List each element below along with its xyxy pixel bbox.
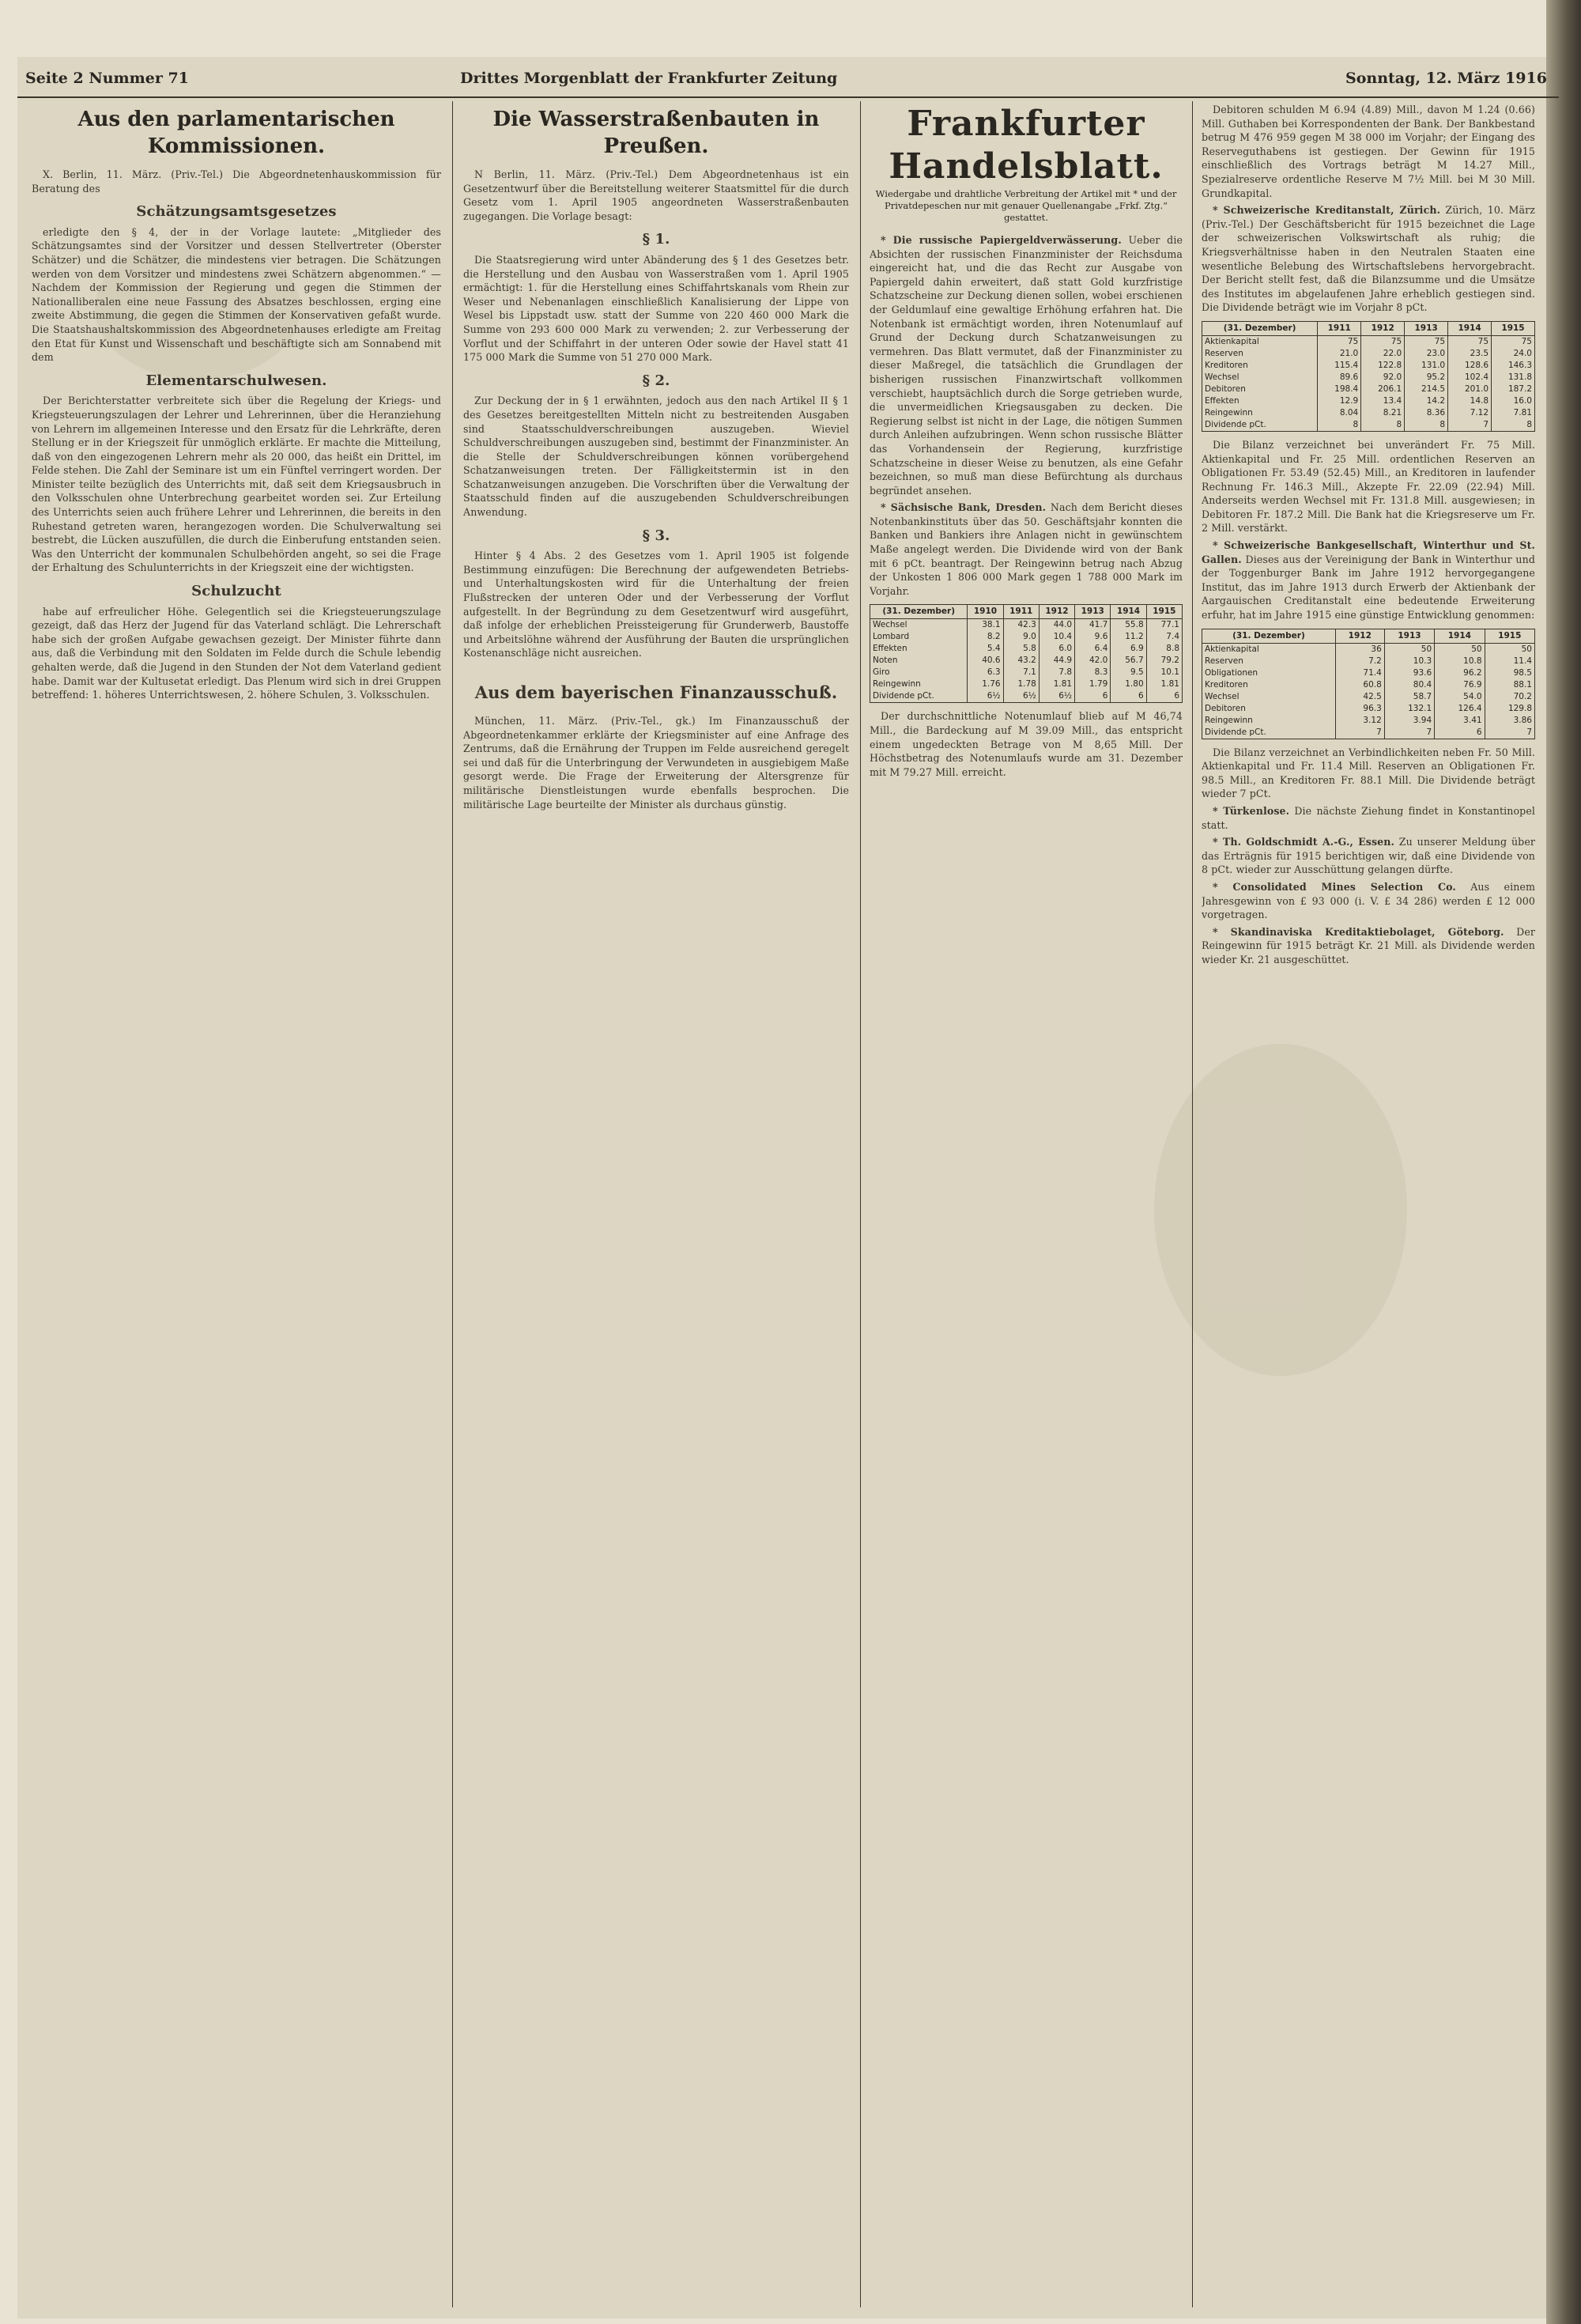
table-cell: Noten (870, 655, 968, 667)
item-title: * Skandinaviska Kreditaktiebolaget, Göteborg. (1213, 925, 1504, 938)
table-cell: 24.0 (1492, 348, 1535, 360)
table-cell: 6½ (1039, 690, 1074, 703)
table-cell: 70.2 (1485, 691, 1534, 703)
item-title: * Schweizerische Bankgesellschaft, Winterthur und St. Gallen. (1202, 539, 1535, 565)
table-cell: 89.6 (1318, 372, 1361, 384)
table-cell: 131.0 (1405, 360, 1448, 372)
table-cell: 43.2 (1003, 655, 1039, 667)
section-title: Frankfurter Handelsblatt. (889, 104, 1164, 187)
table-cell: 13.4 (1361, 395, 1405, 407)
article-body (1202, 103, 1535, 315)
table-cell: 206.1 (1361, 384, 1405, 395)
page-number: Seite 2 Nummer 71 (25, 70, 189, 87)
table-cell: 3.94 (1384, 715, 1434, 727)
table-header-row (1202, 629, 1535, 643)
table-cell: 6 (1435, 727, 1485, 739)
item-title: * Consolidated Mines Selection Co. (1213, 880, 1456, 893)
table-cell: 8.2 (968, 631, 1003, 643)
paragraph: erledigte den § 4, der in der Vorlage lautete: „Mitglieder des Schätzungsamtes sind der Vorsitzer und dessen Stellvertreter (Oberster Schätzer) und die Schätzer, die mindestens vier betragen. Die Schätzungen werden von dem Vorsitzer und mindestens zwei Schätzern abgenommen.“ — Nachdem der Kommission der Regierung und gegen die Stimmen der Nationalliberalen eine neue Fassung des Absatzes beschlossen, erging eine zweite Abstimmung, die gegen die Stimmen der Konservativen gefaßt wurde. Die Staatshaushaltskommission des Abgeordnetenhauses erledigte am Freitag den Etat für Kunst und Wissenschaft und beschäftigte sich am Sonnabend mit dem (32, 225, 441, 364)
table-cell: Reserven (1202, 348, 1318, 360)
table-row (870, 655, 1183, 667)
table-cell: Lombard (870, 631, 968, 643)
table-cell: 42.0 (1075, 655, 1111, 667)
table-cell: 10.3 (1384, 656, 1434, 667)
table-cell: 40.6 (968, 655, 1003, 667)
table-cell: 75 (1448, 335, 1492, 348)
article-title: Die Wasserstraßenbauten in Preußen. (492, 108, 820, 158)
table-cell: 131.8 (1492, 372, 1535, 384)
table-header-cell: 1913 (1384, 629, 1434, 643)
table-cell: 129.8 (1485, 703, 1534, 715)
item-text: Der Reingewinn für 1915 beträgt Kr. 21 Mill. als Dividende werden wieder Kr. 21 ausgeschüttet. (1202, 925, 1535, 965)
newspaper-name: Drittes Morgenblatt der Frankfurter Zeitung (460, 70, 838, 87)
paragraph: Die Staatsregierung wird unter Abänderung des § 1 des Gesetzes betr. die Herstellung und den Ausbau von Wasserstraßen vom 1. April 1905 ermächtigt: 1. für die Herstellung eines Schiffahrtskanals vom Rhein zur Weser und Nebenanlagen einschließlich Kanalisierung der Lippe von Wesel bis Lippstadt usw. statt der Summe von 220 460 000 Mark die Summe von 293 600 000 Mark zu verwenden; 2. zur Verbesserung der Vorflut und der Schiffahrt in der unteren Oder sowie der Havel statt 41 175 000 Mark die Summe von 51 270 000 Mark. (463, 253, 849, 364)
table-cell: Reingewinn (1202, 715, 1336, 727)
table-cell: 8 (1492, 419, 1535, 432)
table-cell: 42.5 (1335, 691, 1384, 703)
paragraph: Debitoren schulden M 6.94 (4.89) Mill., davon M 1.24 (0.66) Mill. Guthaben bei Korrespondenten der Bank. Der Bankbestand betrug M 476 959 gegen M 38 000 im Vorjahr; der Eingang des Reserveguthabens ist gestiegen. Der Gewinn für 1915 einschließlich des Vortrags beträgt M 14.27 Mill., Spezialreserve ordentliche Reserve M 7½ Mill. bei M 30 Mill. Grundkapital. (1202, 104, 1535, 199)
item-text: Nach dem Bericht dieses Notenbankinstituts über das 50. Geschäftsjahr konnten die Banken und Bankiers ihre Anlagen nicht in gewünschtem Maße angelegt werden. Die Dividende wird von der Bank mit 6 pCt. beantragt. Der Reingewinn betrug nach Abzug der Unkosten 1 806 000 Mark gegen 1 788 000 Mark im Vorjahr. (870, 501, 1183, 597)
article-body (870, 233, 1183, 598)
article-title: Aus dem bayerischen Finanzausschuß. (474, 682, 838, 702)
item-text: Zu unserer Meldung über das Erträgnis für 1915 berichtigen wir, daß eine Dividende von 8 pCt. wieder zur Ausschüttung gelangen dürfte. (1202, 836, 1535, 876)
table-cell: 11.4 (1485, 656, 1534, 667)
item-title: * Sächsische Bank, Dresden. (881, 501, 1047, 514)
table-cell: 1.81 (1146, 678, 1182, 690)
table-cell: 56.7 (1111, 655, 1146, 667)
table-row (1202, 419, 1535, 432)
table-cell: 7 (1335, 727, 1384, 739)
table-cell: 7.1 (1003, 667, 1039, 678)
table-cell: 7 (1384, 727, 1434, 739)
article-body (463, 168, 849, 811)
table-header-cell: 1912 (1361, 321, 1405, 335)
table-cell: 1.78 (1003, 678, 1039, 690)
table-cell: 5.4 (968, 643, 1003, 655)
table-cell: 6½ (1003, 690, 1039, 703)
table-row (1202, 643, 1535, 656)
table-cell: 122.8 (1361, 360, 1405, 372)
table-cell: 5.8 (1003, 643, 1039, 655)
table-cell: 16.0 (1492, 395, 1535, 407)
table-cell: Dividende pCt. (1202, 727, 1336, 739)
table-cell: 50 (1384, 643, 1434, 656)
dateline: N Berlin, 11. März. (Priv.-Tel.) Dem Abgeordnetenhaus ist ein Gesetzentwurf über die Bereitstellung weiterer Staatsmittel für die durch Gesetz vom 1. April 1905 angeordneten Wasserstraßenbauten zugegangen. Die Vorlage besagt: (463, 168, 849, 222)
paragraph: Hinter § 4 Abs. 2 des Gesetzes vom 1. April 1905 ist folgende Bestimmung einzufügen: Die Berechnung der aufgewendeten Betriebs- und Unterhaltungskosten wird für die Unterhaltung der freien Flußstrecken der unteren Oder und der Verbesserung der Vorflut aufgestellt. In der Begründung zu dem Gesetzentwurf wird ausgeführt, daß infolge der erheblichen Preissteigerung für Grunderwerb, Baustoffe und Arbeitslöhne während der Ausführung der Bauten die ursprünglichen Kostenanschläge nicht ausreichen. (463, 550, 849, 659)
table-row (1202, 667, 1535, 679)
article-body (870, 709, 1183, 779)
section-heading: Schulzucht (191, 583, 281, 600)
table-cell: 92.0 (1361, 372, 1405, 384)
financial-table (870, 604, 1183, 703)
table-cell: 22.0 (1361, 348, 1405, 360)
table-cell: 75 (1361, 335, 1405, 348)
table-cell: 3.12 (1335, 715, 1384, 727)
table-cell: 1.80 (1111, 678, 1146, 690)
article-title: Aus den parlamentarischen Kommissionen. (77, 108, 395, 158)
table-cell: 9.6 (1075, 631, 1111, 643)
table-cell: 42.3 (1003, 619, 1039, 632)
table-cell: 6.4 (1075, 643, 1111, 655)
table-cell: 7.8 (1039, 667, 1074, 678)
table-header-cell: 1913 (1405, 321, 1448, 335)
table-cell: 7 (1448, 419, 1492, 432)
table-cell: Reingewinn (1202, 407, 1318, 419)
table-row (1202, 384, 1535, 395)
table-row (1202, 407, 1535, 419)
item-title: * Th. Goldschmidt A.-G., Essen. (1213, 836, 1395, 848)
column-rule (452, 101, 453, 2307)
table-cell: 8.3 (1075, 667, 1111, 678)
table-cell: 6 (1111, 690, 1146, 703)
table-cell: 11.2 (1111, 631, 1146, 643)
column-handelsblatt (870, 103, 1183, 2309)
table-cell: Kreditoren (1202, 679, 1336, 691)
table-header-row (1202, 321, 1535, 335)
table-header-cell: 1915 (1146, 605, 1182, 619)
item-title: * Türkenlose. (1213, 805, 1290, 817)
masthead-rule (17, 96, 1559, 98)
table-cell: 10.1 (1146, 667, 1182, 678)
table-cell: 41.7 (1075, 619, 1111, 632)
table-cell: 6.9 (1111, 643, 1146, 655)
table-cell: 115.4 (1318, 360, 1361, 372)
table-cell: 95.2 (1405, 372, 1448, 384)
table-cell: 8.36 (1405, 407, 1448, 419)
table-cell: 6½ (968, 690, 1003, 703)
section-subtitle: Wiedergabe und drahtliche Verbreitung der Artikel mit * und der Privatdepeschen nur mit genauer Quellenangabe „Frkf. Ztg.“ gestattet. (875, 188, 1177, 223)
table-cell: 10.8 (1435, 656, 1485, 667)
table-cell: 14.8 (1448, 395, 1492, 407)
paragraph: habe auf erfreulicher Höhe. Gelegentlich sei die Kriegsteuerungszulage gezeigt, daß das Herz der Jugend für das Vaterland schlägt. Die Lehrerschaft habe sich der großen Aufgabe gewachsen gezeigt. Der Minister führte dann aus, daß die Verbindung mit den Soldaten im Felde durch die Schule lebendig gehalten werde, daß die Jugend in den Stunden der Not dem Vaterland gedient habe. Damit war der Kultusetat erledigt. Das Plenum wird sich in drei Gruppen betreffend: 1. höheres Unterrichtswesen, 2. höhere Schulen, 3. Volksschulen. (32, 605, 441, 701)
table-row (870, 678, 1183, 690)
table-cell: 98.5 (1485, 667, 1534, 679)
table-cell: Wechsel (1202, 691, 1336, 703)
column-rule (1192, 101, 1193, 2307)
paragraph: Zur Deckung der in § 1 erwähnten, jedoch aus den nach Artikel II § 1 des Gesetzes bereitgestellten Mitteln nicht zu bestreitenden Ausgaben sind Staatsschuldverschreibungen auszugeben. Wieviel Schuldverschreibungen auszugeben sind, bestimmt der Finanzminister. An die Stelle der Schuldverschreibungen können vorübergehend Schatzanweisungen treten. Der Fälligkeitstermin ist in den Schatzanweisungen anzugeben. Die Vorschriften über die Verwaltung der Staatsschuld finden auf die auszugebenden Schuldverschreibungen Anwendung. (463, 395, 849, 519)
table-row (870, 690, 1183, 703)
table-header-cell: (31. Dezember) (1202, 629, 1336, 643)
table-cell: 7.81 (1492, 407, 1535, 419)
table-cell: 7.4 (1146, 631, 1182, 643)
table-row (1202, 395, 1535, 407)
table-row (1202, 348, 1535, 360)
table-cell: Giro (870, 667, 968, 678)
table-cell: 8 (1405, 419, 1448, 432)
table-cell: 54.0 (1435, 691, 1485, 703)
table-cell: 126.4 (1435, 703, 1485, 715)
table-cell: Effekten (1202, 395, 1318, 407)
table-cell: Debitoren (1202, 384, 1318, 395)
table-header-cell: 1915 (1485, 629, 1534, 643)
column-rule (860, 101, 861, 2307)
table-cell: 8.04 (1318, 407, 1361, 419)
table-cell: 44.0 (1039, 619, 1074, 632)
table-cell: 50 (1435, 643, 1485, 656)
table-cell: 75 (1492, 335, 1535, 348)
table-cell: 76.9 (1435, 679, 1485, 691)
table-cell: 7.12 (1448, 407, 1492, 419)
table-row (1202, 372, 1535, 384)
item-text: Zürich, 10. März (Priv.-Tel.) Der Geschäftsbericht für 1915 bezeichnet die Lage der schweizerischen Volkswirtschaft als ruhig; die Kriegsverhältnisse haben in den Neutralen Staaten eine wesentliche Belebung des Wirtschaftslebens hervorgebracht. Der Bericht stellt fest, daß die Bilanzsumme und die Umsätze des Institutes im abgelaufenen Jahre erheblich gestiegen sind. Die Dividende beträgt wie im Vorjahr 8 pCt. (1202, 204, 1535, 314)
table-cell: Effekten (870, 643, 968, 655)
table-cell: 93.6 (1384, 667, 1434, 679)
table-cell: Wechsel (870, 619, 968, 632)
item-title: * Schweizerische Kreditanstalt, Zürich. (1213, 204, 1441, 217)
table-header-cell: 1914 (1448, 321, 1492, 335)
table-header-cell: 1911 (1003, 605, 1039, 619)
table-row (1202, 656, 1535, 667)
table-cell: 6 (1075, 690, 1111, 703)
table-cell: Dividende pCt. (1202, 419, 1318, 432)
table-cell: 75 (1318, 335, 1361, 348)
table-cell: 9.0 (1003, 631, 1039, 643)
table-cell: 3.86 (1485, 715, 1534, 727)
masthead (17, 70, 1559, 93)
table-header-cell: 1914 (1435, 629, 1485, 643)
column-waterways (463, 103, 849, 2309)
table-cell: 1.81 (1039, 678, 1074, 690)
table-cell: 14.2 (1405, 395, 1448, 407)
table-cell: Kreditoren (1202, 360, 1318, 372)
table-header-cell: (31. Dezember) (870, 605, 968, 619)
table-cell: 60.8 (1335, 679, 1384, 691)
table-row (1202, 715, 1535, 727)
table-row (870, 619, 1183, 632)
table-row (1202, 703, 1535, 715)
table-cell: 75 (1405, 335, 1448, 348)
table-cell: 8.21 (1361, 407, 1405, 419)
table-cell: 6.0 (1039, 643, 1074, 655)
table-row (1202, 360, 1535, 372)
table-cell: 7 (1485, 727, 1534, 739)
table-cell: 8 (1318, 419, 1361, 432)
table-header-cell: 1914 (1111, 605, 1146, 619)
table-cell: 21.0 (1318, 348, 1361, 360)
table-cell: 214.5 (1405, 384, 1448, 395)
table-cell: 12.9 (1318, 395, 1361, 407)
paragraph: München, 11. März. (Priv.-Tel., gk.) Im Finanzausschuß der Abgeordnetenkammer erklärte der Kriegsminister auf eine Anfrage des Zentrums, daß die Ernährung der Truppen im Felde ausreichend geregelt sei und daß für die Unterbringung der Verwundeten in ausgiebigem Maße gesorgt werde. Die Frage der Erweiterung der Altersgrenze für militärische Dienstleistungen wurde ebenfalls besprochen. Die militärische Lage beurteilte der Minister als durchaus günstig. (463, 715, 849, 811)
article-body (1202, 438, 1535, 622)
financial-table (1202, 629, 1535, 739)
table-cell: 102.4 (1448, 372, 1492, 384)
table-cell: 80.4 (1384, 679, 1434, 691)
table-header-cell: 1910 (968, 605, 1003, 619)
table-cell: 55.8 (1111, 619, 1146, 632)
table-cell: Dividende pCt. (870, 690, 968, 703)
table-cell: Obligationen (1202, 667, 1336, 679)
table-header-cell: 1911 (1318, 321, 1361, 335)
table-cell: 50 (1485, 643, 1534, 656)
table-row (1202, 335, 1535, 348)
table-cell: 71.4 (1335, 667, 1384, 679)
table-cell: 96.2 (1435, 667, 1485, 679)
issue-date: Sonntag, 12. März 1916 (1345, 70, 1547, 87)
table-cell: 7.2 (1335, 656, 1384, 667)
column-parliament (32, 103, 441, 2309)
table-header-cell: 1915 (1492, 321, 1535, 335)
table-cell: 23.5 (1448, 348, 1492, 360)
paragraph-number: § 3. (642, 527, 670, 544)
table-header-cell: 1913 (1075, 605, 1111, 619)
table-header-cell: (31. Dezember) (1202, 321, 1318, 335)
paragraph: Der Berichterstatter verbreitete sich über die Regelung der Kriegs- und Kriegsteuerungszulagen der Lehrer und Lehrerinnen, über die Heranziehung von Lehrern im allgemeinen Interesse und den Ersatz für die Lehrkräfte, deren Stellung er in der Kriegszeit für unmöglich erklärte. Er machte die Mitteilung, daß von den eingezogenen Lehrern mehr als 20 000, das heißt ein Drittel, im Felde stehen. Die Zahl der Seminare ist um ein Fünftel verringert worden. Der Minister teilte bezüglich des Unterrichts mit, daß seit dem Kriegsausbruch in den Volksschulen ohne Unterbrechung gearbeitet worden sei. Zur Erteilung des Unterrichts seien auch frühere Lehrer und Lehrerinnen, die bereits in den Ruhestand getreten waren, herangezogen worden. Die Schulverwaltung sei bestrebt, die Lücken auszufüllen, die durch die Einberufung entstanden seien. Was den Unterricht der kommunalen Schulbehörden angeht, so sei die Frage der Erhaltung des Schulunterrichts in der Kriegszeit eine der wichtigsten. (32, 395, 441, 574)
paragraph-number: § 1. (642, 231, 670, 248)
table-cell: 128.6 (1448, 360, 1492, 372)
table-cell: 79.2 (1146, 655, 1182, 667)
financial-table (1202, 321, 1535, 432)
table-row (870, 631, 1183, 643)
table-cell: Reserven (1202, 656, 1336, 667)
paragraph-number: § 2. (642, 372, 670, 389)
table-cell: 1.79 (1075, 678, 1111, 690)
table-cell: 36 (1335, 643, 1384, 656)
table-cell: 8 (1361, 419, 1405, 432)
table-cell: 6.3 (968, 667, 1003, 678)
table-header-cell: 1912 (1335, 629, 1384, 643)
item-text: Ueber die Absichten der russischen Finanzminister der Reichsduma eingereicht hat, und die das Recht zur Ausgabe von Papiergeld dahin erweitert, daß statt Gold kurzfristige Schatzscheine zur Deckung dienen sollen, wobei erschienen der Geldumlauf eine gewaltige Erhöhung erfahren hat. Die Notenbank ist ermächtigt worden, ihren Notenumlauf auf Grund der Deckung durch Schatzanweisungen zu vermehren. Das Blatt vermutet, daß der Finanzminister zu dieser Maßregel, die tatsächlich die Grundlagen der bisherigen russischen Finanzwirtschaft vollkommen verschiebt, hauptsächlich durch die Sorge getrieben wurde, die unvermeidlichen Kriegsausgaben zu decken. Die Regierung selbst ist nicht in der Lage, die nötigen Summen durch Anleihen aufzubringen. Wenn schon russische Blätter das Vorhandensein der Regierung, kurzfristige Schatzscheine in dieser Weise zu benutzen, als eine Gefahr bezeichnen, so muß man diese Befürchtung als durchaus begründet ansehen. (870, 234, 1183, 497)
article-body (32, 168, 441, 702)
item-text: Dieses aus der Vereinigung der Bank in Winterthur und der Toggenburger Bank im Jahre 1912 hervorgegangene Institut, das im Jahre 1913 durch Erwerb der Aktienbank der Aargauischen Creditanstalt eine bedeutende Erweiterung erfuhr, hat im Jahre 1915 eine günstige Entwicklung genommen: (1202, 553, 1535, 622)
table-cell: 38.1 (968, 619, 1003, 632)
table-row (870, 643, 1183, 655)
table-header-cell: 1912 (1039, 605, 1074, 619)
table-cell: 6 (1146, 690, 1182, 703)
table-row (1202, 727, 1535, 739)
book-binding (1546, 0, 1581, 2324)
table-header-row (870, 605, 1183, 619)
table-cell: 198.4 (1318, 384, 1361, 395)
section-heading: Elementarschulwesen. (145, 372, 327, 389)
table-cell: 146.3 (1492, 360, 1535, 372)
table-cell: 58.7 (1384, 691, 1434, 703)
table-cell: Aktienkapital (1202, 335, 1318, 348)
table-cell: Debitoren (1202, 703, 1336, 715)
paragraph: Die Bilanz verzeichnet bei unverändert Fr. 75 Mill. Aktienkapital und Fr. 25 Mill. ordentlichen Reserven an Obligationen Fr. 53.49 (52.45) Mill., an Kreditoren in laufender Rechnung Fr. 146.3 Mill., Akzepte Fr. 22.09 (22.94) Mill. Anderseits werden Wechsel mit Fr. 131.8 Mill. ausgewiesen; in Debitoren Fr. 187.2 Mill. Die Bank hat die Kriegsreserve um Fr. 2 Mill. verstärkt. (1202, 438, 1535, 535)
table-cell: 3.41 (1435, 715, 1485, 727)
table-cell: 10.4 (1039, 631, 1074, 643)
paragraph: Der durchschnittliche Notenumlauf blieb auf M 46,74 Mill., die Bardeckung auf M 39.09 Mill., das entspricht einem ungedeckten Betrage von M 8,65 Mill. Der Höchstbetrag des Notenumlaufs wurde am 31. Dezember mit M 79.27 Mill. erreicht. (870, 710, 1183, 778)
table-row (1202, 691, 1535, 703)
table-cell: 8.8 (1146, 643, 1182, 655)
table-cell: 77.1 (1146, 619, 1182, 632)
table-cell: 1.76 (968, 678, 1003, 690)
item-text: Aus einem Jahresgewinn von £ 93 000 (i. V. £ 34 286) werden £ 12 000 vorgetragen. (1202, 880, 1535, 921)
section-heading: Schätzungsamtsgesetzes (136, 203, 337, 221)
dateline: X. Berlin, 11. März. (Priv.-Tel.) Die Abgeordnetenhauskommission für Beratung des (32, 168, 441, 195)
table-cell: 23.0 (1405, 348, 1448, 360)
table-row (870, 667, 1183, 678)
table-cell: Reingewinn (870, 678, 968, 690)
table-row (1202, 679, 1535, 691)
table-cell: 96.3 (1335, 703, 1384, 715)
item-title: * Die russische Papiergeldverwässerung. (881, 234, 1122, 246)
table-cell: 88.1 (1485, 679, 1534, 691)
table-cell: 44.9 (1039, 655, 1074, 667)
table-cell: 187.2 (1492, 384, 1535, 395)
item-text: Die nächste Ziehung findet in Konstantinopel statt. (1202, 805, 1535, 831)
table-cell: Aktienkapital (1202, 643, 1336, 656)
table-cell: 201.0 (1448, 384, 1492, 395)
article-body (1202, 746, 1535, 967)
table-cell: 132.1 (1384, 703, 1434, 715)
table-cell: 9.5 (1111, 667, 1146, 678)
column-banks (1202, 103, 1535, 2309)
paragraph: Die Bilanz verzeichnet an Verbindlichkeiten neben Fr. 50 Mill. Aktienkapital und Fr. 11.4 Mill. Reserven an Obligationen Fr. 98.5 Mill., an Kreditoren Fr. 88.1 Mill. Die Dividende beträgt wieder 7 pCt. (1202, 746, 1535, 800)
table-cell: Wechsel (1202, 372, 1318, 384)
